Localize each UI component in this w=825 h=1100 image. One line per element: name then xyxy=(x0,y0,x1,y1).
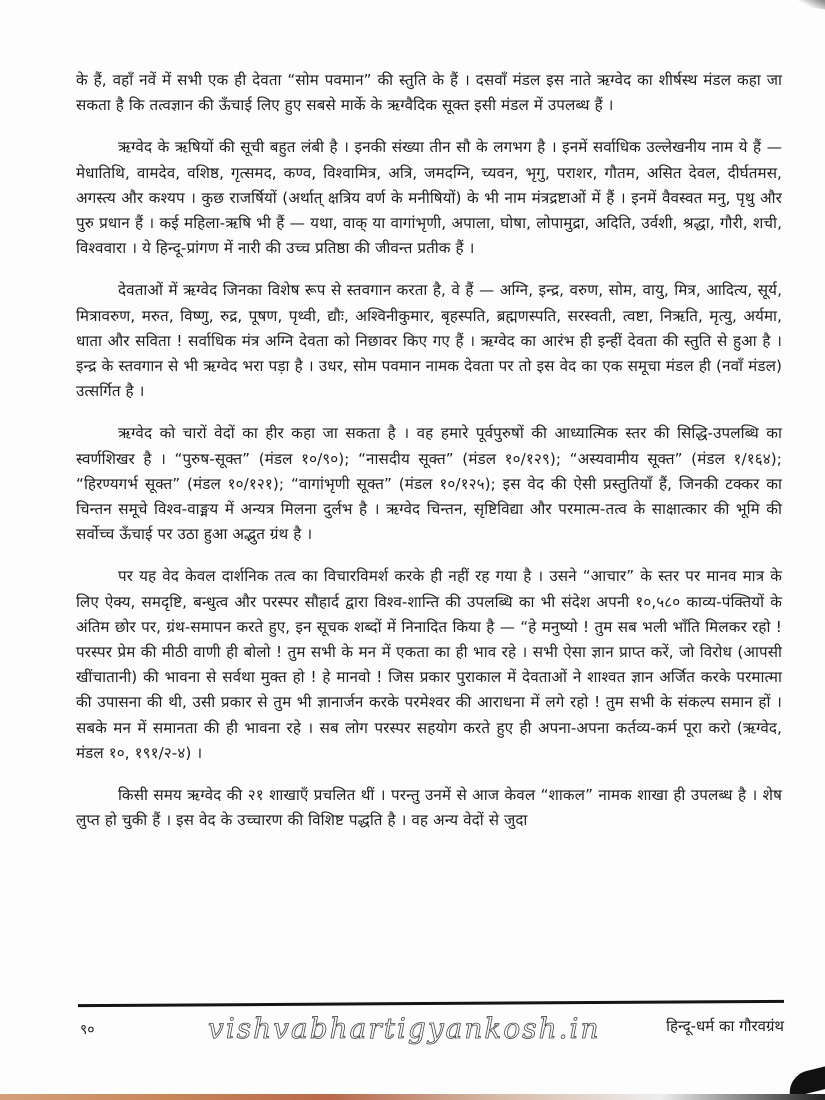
page-corner-shadow-bottom xyxy=(785,1064,825,1097)
body-text xyxy=(76,68,782,850)
paragraph-shakhas: किसी समय ऋग्वेद की २१ शाखाएँ प्रचलित थीं । परन्तु उनमें से आज केवल “शाकल” नामक शाखा ही उपलब्ध है । शेष लुप्त हो चुकी हैं । इस वेद के उच्चारण की विशिष्ट पद्धति है । वह अन्य वेदों से जुदा xyxy=(76,786,782,830)
footer-divider xyxy=(78,1000,784,1007)
page-footer xyxy=(80,1012,784,1048)
page-number: ९० xyxy=(80,1022,95,1038)
page-corner-shadow xyxy=(794,0,825,11)
paragraph-suktas: ऋग्वेद को चारों वेदों का हीर कहा जा सकता है । वह हमारे पूर्वपुरुषों की आध्यात्मिक स्तर की सिद्धि-उपलब्धि का स्वर्णशिखर है । “पुरुष-सूक्त” (मंडल १०/९०); “नासदीय सूक्त” (मंडल १०/१२९); “अस्यवामीय सूक्त” (मंडल १/१६४); “हिरण्यगर्भ सूक्त” (मंडल १०/१२१); “वागांभृणी सूक्त” (मंडल १०/१२५); इस वेद की ऐसी प्रस्तुतियाँ हैं, जिनकी टक्कर का चिन्तन समूचे विश्व-वाङ्मय में अन्यत्र मिलना दुर्लभ है । ऋग्वेद चिन्तन, सृष्टिविद्या और परमात्म-तत्व के साक्षात्कार की भूमि की सर्वोच्च ऊँचाई पर उठा हुआ अद्भुत ग्रंथ है । xyxy=(76,424,782,544)
running-title: हिन्दू-धर्म का गौरवग्रंथ xyxy=(666,1017,784,1035)
paragraph-1: के हैं, वहाँ नवें में सभी एक ही देवता “सोम पवमान” की स्तुति के हैं । दसवाँ मंडल इस नाते ऋग्वेद का शीर्षस्थ मंडल कहा जा सकता है कि तत्वज्ञान की ऊँचाई लिए हुए सबसे मार्के के ऋग्वैदिक सूक्त इसी मंडल में उपलब्ध हैं । xyxy=(76,71,782,115)
scan-bottom-edge xyxy=(0,1094,825,1100)
paragraph-rishis: ऋग्वेद के ऋषियों की सूची बहुत लंबी है । इनकी संख्या तीन सौ के लगभग है । इनमें सर्वाधिक उल्लेखनीय नाम ये हैं — मेधातिथि, वामदेव, वशिष्ठ, गृत्समद, कण्व, विश्वामित्र, अत्रि, जमदग्नि, च्यवन, भृगु, पराशर, गौतम, असित देवल, दीर्घतमस, अगस्त्य और कश्यप । कुछ राजर्षियों (अर्थात् क्षत्रिय वर्ण के मनीषियों) के भी नाम मंत्रद्रष्टाओं में हैं । इनमें वैवस्वत मनु, पृथु और पुरु प्रधान हैं । कई महिला-ऋषि भी हैं — यथा, वाक् या वागांभृणी, अपाला, घोषा, लोपामुद्रा, अदिति, उर्वशी, श्रद्धा, गौरी, शची, विश्ववारा । ये हिन्दू-प्रांगण में नारी की उच्च प्रतिष्ठा की जीवन्त प्रतीक हैं । xyxy=(76,138,782,258)
paragraph-achar: पर यह वेद केवल दार्शनिक तत्व का विचारविमर्श करके ही नहीं रह गया है । उसने “आचार” के स्तर पर मानव मात्र के लिए ऐक्य, समदृष्टि, बन्धुत्व और परस्पर सौहार्द द्वारा विश्व-शान्ति की उपलब्धि का भी संदेश अपनी १०,५८० काव्य-पंक्तियों के अंतिम छोर पर, ग्रंथ-समापन करते हुए, इन सूचक शब्दों में निनादित किया है — “हे मनुष्यो ! तुम सब भली भाँति मिलकर रहो ! परस्पर प्रेम की मीठी वाणी ही बोलो ! तुम सभी के मन में एकता का ही भाव रहे । सभी ऐसा ज्ञान प्राप्त करें, जो विरोध (आपसी खींचातानी) की भावना से सर्वथा मुक्त हो ! हे मानवो ! जिस प्रकार पुराकाल में देवताओं ने शाश्वत ज्ञान अर्जित करके परमात्मा की उपासना की थी, उसी प्रकार से तुम भी ज्ञानार्जन करके परमेश्वर की आराधना में लगे रहो ! तुम सभी के संकल्प समान हों । सबके मन में समानता की ही भावना रहे । सब लोग परस्पर सहयोग करते हुए ही अपना-अपना कर्तव्य-कर्म पूरा करो (ऋग्वेद, मंडल १०, १९१/२-४) । xyxy=(76,567,782,762)
watermark: vishvabhartigyankosh.in xyxy=(208,1012,601,1045)
paragraph-devatas: देवताओं में ऋग्वेद जिनका विशेष रूप से स्तवगान करता है, वे हैं — अग्नि, इन्द्र, वरुण, सोम, वायु, मित्र, आदित्य, सूर्य, मित्रावरुण, मरुत, विष्णु, रुद्र, पूषण, पृथ्वी, द्यौः, अश्विनीकुमार, बृहस्पति, ब्रह्मणस्पति, सरस्वती, त्वष्टा, निऋति, मृत्यु, अर्यमा, धाता और सविता ! सर्वाधिक मंत्र अग्नि देवता को निछावर किए गए हैं । ऋग्वेद का आरंभ ही इन्हीं देवता की स्तुति से हुआ है । इन्द्र के स्तवगान से भी ऋग्वेद भरा पड़ा है । उधर, सोम पवमान नामक देवता पर तो इस वेद का एक समूचा मंडल ही (नवाँ मंडल) उत्सर्गित है । xyxy=(76,281,782,401)
